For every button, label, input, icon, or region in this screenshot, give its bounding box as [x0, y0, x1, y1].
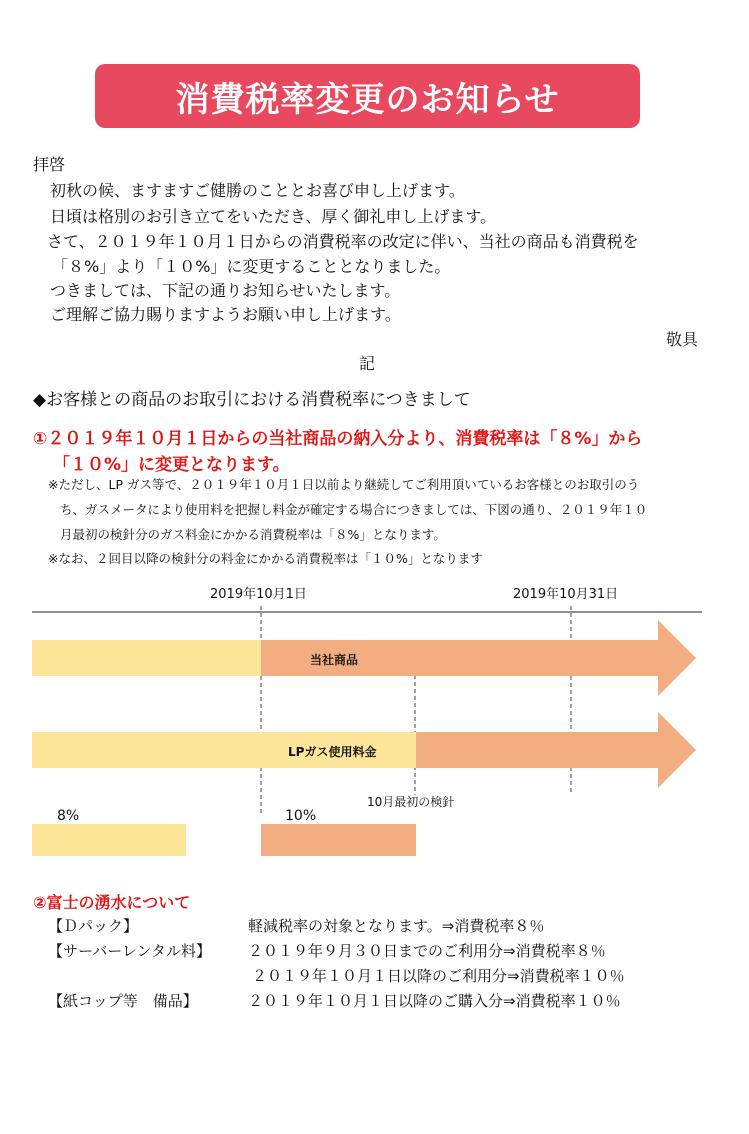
title-banner	[95, 64, 640, 128]
legend-label-10: 10%	[285, 808, 317, 824]
bar2-rate10-arrow	[416, 712, 696, 788]
legend-swatch-8	[32, 824, 186, 856]
salutation: 拝啓	[33, 155, 66, 174]
bar1-rate8-segment	[32, 640, 261, 676]
row-label: 【Ｄパック】	[48, 917, 139, 935]
row-text: ２０１９年９月３０日までのご利用分⇒消費税率８％	[248, 942, 606, 960]
letter-line: 初秋の候、ますますご健勝のこととお喜び申し上げます。	[50, 181, 465, 200]
bar1-label: 当社商品	[310, 653, 359, 667]
start-date-label: 2019年10月1日	[210, 587, 307, 602]
row-label: 【サーバーレンタル料】	[48, 942, 211, 960]
end-date-label: 2019年10月31日	[513, 587, 619, 602]
section2-heading: ②富士の湧水について	[33, 893, 191, 912]
letter-line: 日頃は格別のお引き立てをいただき、厚く御礼申し上げます。	[50, 207, 497, 226]
closing: 敬具	[666, 330, 699, 349]
legend-swatch-10	[261, 824, 416, 856]
section1-item-line2: 「１０%」に変更となります。	[53, 455, 290, 475]
legend-label-8: 8%	[57, 808, 80, 824]
letter-line: ご理解ご協力賜りますようお願い申し上げます。	[50, 305, 401, 324]
row-text: 軽減税率の対象となります。⇒消費税率８％	[248, 917, 545, 935]
section1-heading: ◆お客様との商品のお取引における消費税率につきまして	[33, 390, 471, 410]
note-line: ※ただし、LP ガス等で、２０１９年１０月１日以前より継続してご利用頂いているお客様とのお取引のう	[48, 477, 640, 492]
bar2-label: LPガス使用料金	[288, 745, 377, 759]
page-title: 消費税率変更のお知らせ	[175, 79, 560, 120]
row-text: ２０１９年１０月１日以降のご購入分⇒消費税率１０％	[248, 992, 621, 1010]
letter-line: 「８%」より「１０%」に変更することとなりました。	[52, 257, 451, 276]
section1-item-line1: ①２０１９年１０月１日からの当社商品の納入分より、消費税率は「８%」から	[33, 429, 643, 449]
ki-mark: 記	[359, 354, 376, 373]
reading-label: 10月最初の検針	[367, 795, 455, 809]
row-label: 【紙コップ等 備品】	[48, 992, 198, 1010]
note-line: 月最初の検針分のガス料金にかかる消費税率は「８%」となります。	[60, 527, 446, 542]
letter-line: つきましては、下記の通りお知らせいたします。	[50, 281, 401, 300]
note-line: ち、ガスメータにより使用料を把握し料金が確定する場合につきましては、下図の通り、２０１９年１０	[60, 502, 648, 517]
letter-line: さて、２０１９年１０月１日からの消費税率の改定に伴い、当社の商品も消費税を	[47, 232, 639, 251]
note-line: ※なお、２回目以降の検針分の料金にかかる消費税率は「１０%」となります	[48, 551, 483, 566]
row-text: ２０１９年１０月１日以降のご利用分⇒消費税率１０％	[252, 967, 625, 985]
timeline-diagram	[0, 570, 749, 870]
